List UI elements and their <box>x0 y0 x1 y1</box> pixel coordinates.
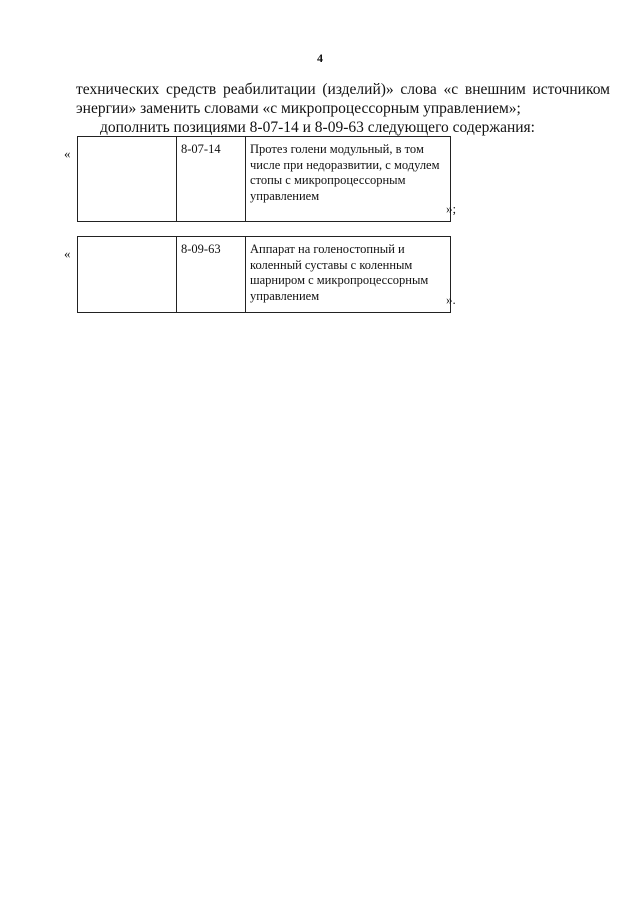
table-row <box>78 137 451 222</box>
table-row <box>78 237 451 313</box>
entry-2-open-quote: « <box>64 246 71 261</box>
paragraph-addition: дополнить позициями 8-07-14 и 8-09-63 следующего содержания: <box>100 119 535 136</box>
paragraph-replacement: технических средств реабилитации (изделий)» слова «с внешним источником энергии» заменить словами «с микропроцессорным управлением»; <box>76 81 610 117</box>
entry-2-empty-cell <box>78 237 177 313</box>
entry-2-table <box>77 236 451 313</box>
entry-1-empty-cell <box>78 137 177 222</box>
entry-1-close-quote: »; <box>446 201 457 216</box>
entry-1-code: 8-07-14 <box>177 137 246 222</box>
entry-2-code: 8-09-63 <box>177 237 246 313</box>
entry-1-description: Протез голени модульный, в том числе при недоразвитии, с модулем стопы с микропроцессорным управлением <box>246 137 451 222</box>
entry-1-table <box>77 136 451 222</box>
entry-2-description: Аппарат на голеностопный и коленный суставы с коленным шарниром с микропроцессорным управлением <box>246 237 451 313</box>
entry-1-open-quote: « <box>64 146 71 161</box>
page-number: 4 <box>317 51 323 65</box>
entry-2-close-quote: ». <box>446 292 456 307</box>
